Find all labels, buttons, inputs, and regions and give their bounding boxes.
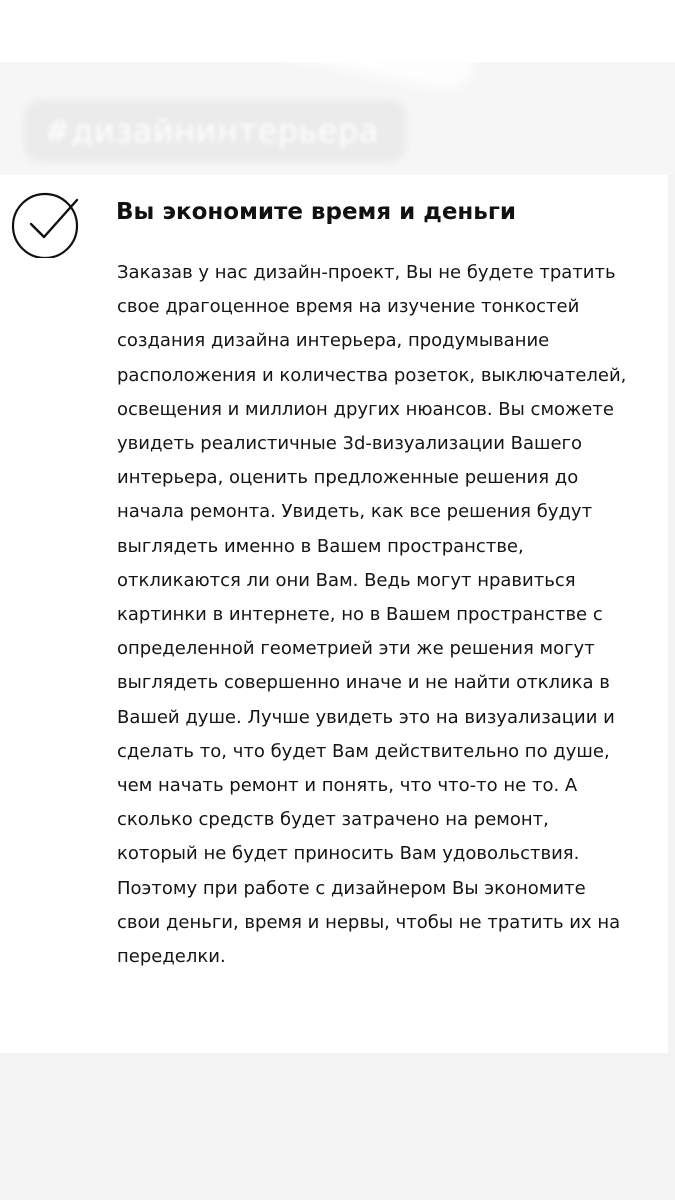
section-body-text: Заказав у нас дизайн-проект, Вы не будете тратить свое драгоценное время на изучение тонкостей создания дизайна интерьера, продумывание расположения и количества розеток, выключателей, освещения и миллион других нюансов. Вы сможете увидеть реалистичные 3d-визуализации Вашего интерьера, оценить предложенные решения до начала ремонта. Увидеть, как все решения будут выглядеть именно в Вашем пространстве, откликаются ли они Вам. Ведь могут нравиться картинки в интернете, но в Вашем пространстве с определенной геометрией эти же решения могут выглядеть совершенно иначе и не найти отклика в Вашей душе. Лучше увидеть это на визуализации и сделать то, что будет Вам действительно по душе, чем начать ремонт и понять, что что-то не то. А сколько средств будет затрачено на ремонт, который не будет приносить Вам удовольствия. Поэтому при работе с дизайнером Вы экономите свои деньги, время и нервы, чтобы не тратить их на переделки.: [117, 262, 627, 968]
story-header-area: [0, 0, 675, 175]
section-title: Вы экономите время и деньги: [116, 199, 516, 225]
check-circle-icon: [11, 190, 79, 258]
hashtag-label[interactable]: #дизайнинтерьера: [44, 112, 379, 150]
